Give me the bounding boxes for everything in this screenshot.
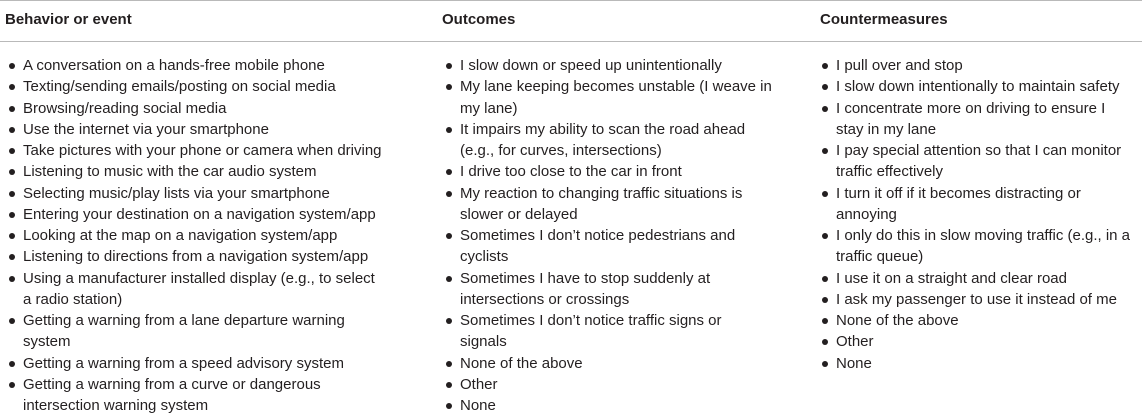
list-item bbox=[442, 353, 772, 374]
bullet-icon bbox=[446, 276, 452, 282]
list-item bbox=[5, 246, 385, 267]
list-item bbox=[5, 268, 385, 311]
list-item bbox=[5, 374, 385, 417]
list-item bbox=[5, 76, 385, 97]
list-item-text: Listening to music with the car audio system bbox=[23, 163, 317, 181]
bullet-icon bbox=[446, 233, 452, 239]
list-item-text: Sometimes I don’t notice pedestrians and cyclists bbox=[460, 227, 736, 266]
bullet-icon bbox=[9, 382, 15, 388]
list-item-text: My lane keeping becomes unstable (I weave in my lane) bbox=[460, 78, 772, 117]
bullet-icon bbox=[446, 382, 452, 388]
list-item bbox=[5, 183, 385, 204]
countermeasures-column bbox=[818, 55, 1136, 374]
list-item-text: Use the internet via your smartphone bbox=[23, 120, 269, 138]
list-item bbox=[442, 119, 772, 162]
list-item-text: A conversation on a hands-free mobile phone bbox=[23, 57, 325, 74]
bullet-icon bbox=[822, 276, 828, 282]
list-item bbox=[5, 119, 385, 140]
list-item-text: Looking at the map on a navigation system/app bbox=[23, 227, 338, 244]
list-item-text: It impairs my ability to scan the road ahead (e.g., for curves, intersections) bbox=[460, 120, 746, 159]
list-item-text: I use it on a straight and clear road bbox=[836, 269, 1067, 287]
list-item bbox=[442, 161, 772, 182]
list-item bbox=[5, 353, 385, 374]
bullet-icon bbox=[9, 212, 15, 218]
bullet-icon bbox=[822, 84, 828, 90]
bullet-icon bbox=[9, 63, 15, 69]
list-item-text: I concentrate more on driving to ensure I stay in my lane bbox=[836, 99, 1106, 138]
list-item-text: Getting a warning from a speed advisory system bbox=[23, 354, 344, 372]
bullet-icon bbox=[9, 148, 15, 154]
list-item-text: Selecting music/play lists via your smartphone bbox=[23, 184, 330, 202]
list-item bbox=[442, 225, 772, 268]
list-item bbox=[818, 98, 1136, 141]
bullet-icon bbox=[446, 127, 452, 133]
list-item-text: I drive too close to the car in front bbox=[460, 163, 682, 181]
list-item-text: None bbox=[836, 354, 872, 372]
bullet-icon bbox=[9, 84, 15, 90]
list-item-text: I slow down intentionally to maintain safety bbox=[836, 78, 1120, 96]
list-item-text: Sometimes I don’t notice traffic signs or signals bbox=[460, 312, 722, 351]
list-item-text: Take pictures with your phone or camera when driving bbox=[23, 142, 382, 159]
list-item bbox=[442, 76, 772, 119]
bullet-icon bbox=[822, 297, 828, 303]
list-item-text: I pay special attention so that I can monitor traffic effectively bbox=[836, 142, 1122, 181]
bullet-icon bbox=[822, 106, 828, 112]
bullet-icon bbox=[822, 361, 828, 367]
list-item-text: I pull over and stop bbox=[836, 57, 963, 74]
list-item-text: Entering your destination on a navigation system/app bbox=[23, 205, 376, 223]
bullet-icon bbox=[822, 191, 828, 197]
bullet-icon bbox=[822, 148, 828, 154]
bullet-icon bbox=[9, 254, 15, 260]
column-header-countermeasures: Countermeasures bbox=[820, 11, 948, 28]
list-item-text: None of the above bbox=[460, 354, 583, 372]
list-item-text: Sometimes I have to stop suddenly at intersections or crossings bbox=[460, 269, 711, 308]
bullet-icon bbox=[446, 63, 452, 69]
bullet-icon bbox=[9, 233, 15, 239]
behavior-column bbox=[5, 55, 385, 416]
list-item bbox=[5, 140, 385, 161]
bullet-icon bbox=[9, 318, 15, 324]
behavior-list bbox=[5, 55, 385, 416]
list-item-text: I turn it off if it becomes distracting or annoying bbox=[836, 184, 1081, 223]
list-item bbox=[818, 55, 1136, 76]
outcomes-list bbox=[442, 55, 772, 416]
bullet-icon bbox=[9, 276, 15, 282]
list-item bbox=[5, 98, 385, 119]
outcomes-column bbox=[442, 55, 772, 416]
bullet-icon bbox=[822, 233, 828, 239]
list-item bbox=[5, 161, 385, 182]
list-item-text: Other bbox=[836, 333, 874, 351]
list-item-text: Listening to directions from a navigation system/app bbox=[23, 248, 369, 266]
bullet-icon bbox=[446, 318, 452, 324]
list-item bbox=[442, 55, 772, 76]
list-item-text: None bbox=[460, 397, 496, 414]
column-header-behavior: Behavior or event bbox=[5, 11, 132, 28]
bullet-icon bbox=[9, 191, 15, 197]
bullet-icon bbox=[446, 84, 452, 90]
list-item bbox=[818, 353, 1136, 374]
bullet-icon bbox=[446, 403, 452, 409]
countermeasures-list bbox=[818, 55, 1136, 374]
list-item bbox=[442, 268, 772, 311]
list-item-text: Texting/sending emails/posting on social media bbox=[23, 78, 336, 96]
list-item bbox=[442, 310, 772, 353]
list-item bbox=[818, 225, 1136, 268]
bullet-icon bbox=[822, 339, 828, 345]
list-item bbox=[5, 225, 385, 246]
list-item-text: Browsing/reading social media bbox=[23, 99, 227, 117]
list-item bbox=[818, 76, 1136, 97]
bullet-icon bbox=[9, 169, 15, 175]
list-item-text: Getting a warning from a lane departure warning system bbox=[23, 312, 345, 351]
list-item-text: I only do this in slow moving traffic (e.g., in a traffic queue) bbox=[836, 227, 1131, 266]
list-item-text: I ask my passenger to use it instead of me bbox=[836, 290, 1117, 308]
bullet-icon bbox=[9, 361, 15, 367]
list-item bbox=[818, 289, 1136, 310]
list-item-text: Other bbox=[460, 375, 498, 393]
list-item bbox=[818, 183, 1136, 226]
list-item bbox=[442, 395, 772, 416]
list-item bbox=[818, 310, 1136, 331]
list-item bbox=[818, 140, 1136, 183]
list-item-text: Using a manufacturer installed display (e.g., to select a radio station) bbox=[23, 269, 375, 308]
bullet-icon bbox=[9, 106, 15, 112]
table-top-rule bbox=[0, 0, 1142, 1]
bullet-icon bbox=[446, 361, 452, 367]
bullet-icon bbox=[446, 191, 452, 197]
list-item bbox=[818, 268, 1136, 289]
bullet-icon bbox=[822, 63, 828, 69]
list-item-text: None of the above bbox=[836, 312, 959, 329]
list-item bbox=[818, 331, 1136, 352]
list-item bbox=[442, 374, 772, 395]
header-divider-rule bbox=[0, 41, 1142, 42]
list-item-text: Getting a warning from a curve or dangerous intersection warning system bbox=[23, 375, 321, 414]
list-item bbox=[442, 183, 772, 226]
list-item bbox=[5, 310, 385, 353]
bullet-icon bbox=[822, 318, 828, 324]
bullet-icon bbox=[446, 169, 452, 175]
bullet-icon bbox=[9, 127, 15, 133]
list-item-text: My reaction to changing traffic situations is slower or delayed bbox=[460, 184, 743, 223]
column-header-outcomes: Outcomes bbox=[442, 11, 516, 28]
list-item-text: I slow down or speed up unintentionally bbox=[460, 57, 722, 74]
list-item bbox=[5, 204, 385, 225]
list-item bbox=[5, 55, 385, 76]
